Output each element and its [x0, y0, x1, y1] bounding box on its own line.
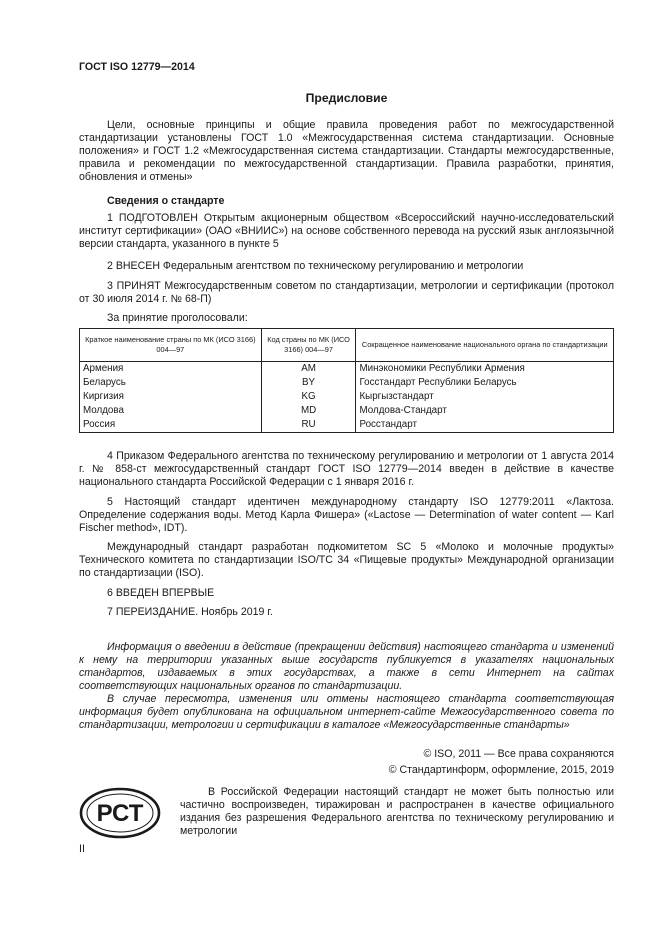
body-cell: Кыргызстандарт: [356, 390, 614, 404]
body-cell: Молдова-Стандарт: [356, 404, 614, 418]
code-cell: KG: [261, 390, 356, 404]
code-cell: AM: [261, 362, 356, 377]
table-row: [80, 376, 614, 390]
svg-text:РСТ: РСТ: [96, 800, 144, 827]
code-cell: BY: [261, 376, 356, 390]
table-row: [80, 362, 614, 377]
code-cell: MD: [261, 404, 356, 418]
country-cell: Армения: [80, 362, 262, 377]
item-2-paragraph: 2 ВНЕСЕН Федеральным агентством по техническому регулированию и метрологии: [107, 260, 524, 272]
country-cell: Россия: [80, 418, 262, 433]
item-3-paragraph: 3 ПРИНЯТ Межгосударственным советом по стандартизации, метрологии и сертификации (протокол от 30 июля 2014 г. № 68-П): [79, 280, 614, 306]
item-7-paragraph: 7 ПЕРЕИЗДАНИЕ. Ноябрь 2019 г.: [107, 606, 273, 618]
column-header-country: Краткое наименование страны по МК (ИСО 3166) 004—97: [80, 329, 262, 362]
item-6-paragraph: 6 ВВЕДЕН ВПЕРВЫЕ: [107, 587, 215, 599]
column-header-code: Код страны по МК (ИСО 3166) 004—97: [261, 329, 356, 362]
vote-label: За принятие проголосовали:: [107, 312, 248, 324]
page-number: II: [79, 843, 85, 855]
copyright-standartinform: © Стандартинформ, оформление, 2015, 2019: [388, 764, 614, 776]
column-header-body: Сокращенное наименование национального органа по стандартизации: [356, 329, 614, 362]
intro-paragraph: Цели, основные принципы и общие правила проведения работ по межгосударственной стандартизации установлены ГОСТ 1.0 «Межгосударственная система стандартизации. Основные положения» и ГОСТ 1.2 «Межгосударственная система стандартизации. Стандарты межгосударственные, правила и рекомендации по межгосударственной стандартизации. Правила разработки, принятия, обновления и отмены»: [79, 119, 614, 184]
table-row: [80, 390, 614, 404]
code-cell: RU: [261, 418, 356, 433]
table-row: [80, 404, 614, 418]
rst-logo: [79, 787, 161, 843]
table-row: [80, 418, 614, 433]
copyright-iso: © ISO, 2011 — Все права сохраняются: [423, 748, 614, 760]
section-heading: Сведения о стандарте: [107, 195, 225, 207]
item-1-paragraph: 1 ПОДГОТОВЛЕН Открытым акционерным обществом «Всероссийский научно-исследовательский институт сертификации» (ОАО «ВНИИС») на основе собственного перевода на русский язык англоязычной версии стандарта, указанного в пункте 5: [79, 212, 614, 251]
table-header-row: [80, 329, 614, 362]
item-4-paragraph: 4 Приказом Федерального агентства по техническому регулированию и метрологии от 1 августа 2014 г. № 858-ст межгосударственный стандарт ГОСТ ISO 12779—2014 введен в действие в качестве национального стандарта Российской Федерации с 1 января 2016 г.: [79, 450, 614, 489]
document-code: ГОСТ ISO 12779—2014: [79, 61, 195, 73]
body-cell: Госстандарт Республики Беларусь: [356, 376, 614, 390]
page-title: Предисловие: [305, 91, 388, 105]
country-cell: Беларусь: [80, 376, 262, 390]
member-states-table: [79, 328, 614, 433]
item-5-note-paragraph: Международный стандарт разработан подкомитетом SC 5 «Молоко и молочные продукты» Технического комитета по стандартизации ISO/TC 34 «Пищевые продукты» Международной организации по стандартизации (ISO).: [79, 541, 614, 580]
body-cell: Минэкономики Республики Армения: [356, 362, 614, 377]
country-cell: Киргизия: [80, 390, 262, 404]
notice-paragraph-2: В случае пересмотра, изменения или отмены настоящего стандарта соответствующая информация будет опубликована на официальном интернет-сайте Межгосударственного совета по стандартизации, метрологии и сертификации в каталоге «Межгосударственные стандарты»: [79, 693, 614, 732]
item-5-paragraph: 5 Настоящий стандарт идентичен международному стандарту ISO 12779:2011 «Лактоза. Определение содержания воды. Метод Карла Фишера» («Lactose — Determination of water content — Karl Fischer method», IDT).: [79, 496, 614, 535]
body-cell: Росстандарт: [356, 418, 614, 433]
notice-paragraph-1: Информация о введении в действие (прекращении действия) настоящего стандарта и изменений к нему на территории указанных выше государств публикуется в указателях национальных стандартов, издаваемых в этих государствах, а также в сети Интернет на сайтах соответствующих национальных органов по стандартизации.: [79, 641, 614, 693]
country-cell: Молдова: [80, 404, 262, 418]
russian-federation-notice: В Российской Федерации настоящий стандарт не может быть полностью или частично воспроизведен, тиражирован и распространен в качестве официального издания без разрешения Федерального агентства по техническому регулированию и метрологии: [180, 786, 614, 838]
